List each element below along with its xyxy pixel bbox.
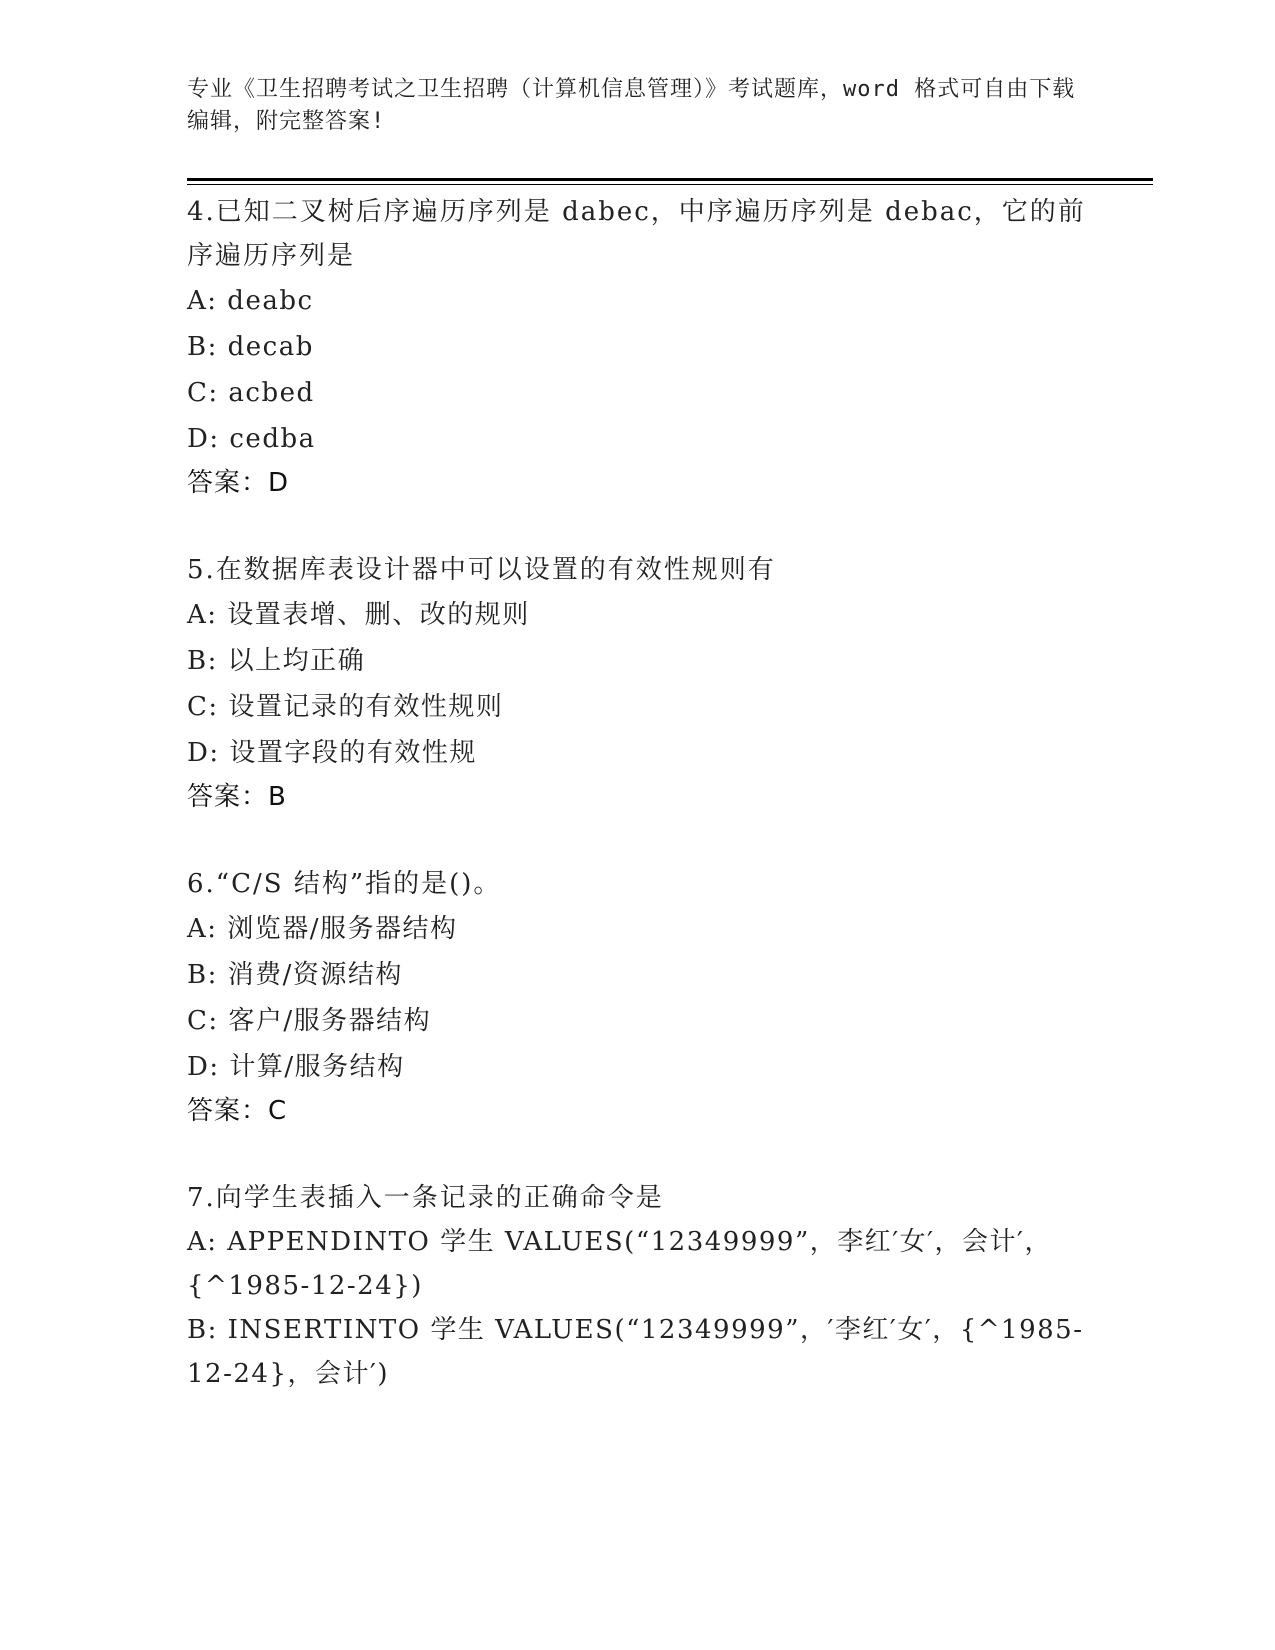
question-7 — [187, 1176, 1087, 1396]
question-stem: 6.“C/S 结构”指的是()。 — [187, 869, 502, 899]
option-b: B: INSERTINTO 学生 VALUES(“12349999”，′李红′女′，{^1985-12-24}，会计′) — [187, 1315, 1084, 1389]
option-a: A: 设置表增、删、改的规则 — [187, 600, 530, 630]
answer: 答案：C — [187, 1096, 288, 1126]
option-c: C: 客户/服务器结构 — [187, 1006, 432, 1036]
question-6 — [187, 862, 1087, 1132]
question-5 — [187, 548, 1087, 818]
header-rule-thin — [187, 184, 1153, 185]
option-c: C: 设置记录的有效性规则 — [187, 692, 504, 722]
option-a: A: APPENDINTO 学生 VALUES(“12349999”，李红′女′，会计′，{^1985-12-24}) — [187, 1227, 1052, 1301]
option-d: D: 设置字段的有效性规 — [187, 738, 477, 768]
header-rule-thick — [187, 178, 1153, 181]
option-d: D: cedba — [187, 424, 316, 454]
document-header: 专业《卫生招聘考试之卫生招聘（计算机信息管理）》考试题库，word 格式可自由下载编辑，附完整答案! — [187, 77, 1076, 134]
question-stem: 5.在数据库表设计器中可以设置的有效性规则有 — [187, 555, 776, 585]
question-stem: 7.向学生表插入一条记录的正确命令是 — [187, 1183, 664, 1213]
option-d: D: 计算/服务结构 — [187, 1052, 405, 1082]
option-a: A: 浏览器/服务器结构 — [187, 914, 458, 944]
question-list — [187, 190, 1087, 1440]
question-4 — [187, 190, 1087, 504]
option-b: B: 以上均正确 — [187, 646, 366, 676]
option-a: A: deabc — [187, 286, 314, 316]
option-b: B: 消费/资源结构 — [187, 960, 403, 990]
answer: 答案：D — [187, 468, 290, 498]
answer: 答案：B — [187, 782, 287, 812]
option-c: C: acbed — [187, 378, 315, 408]
question-stem: 4.已知二叉树后序遍历序列是 dabec，中序遍历序列是 debac，它的前序遍历序列是 — [187, 197, 1086, 271]
option-b: B: decab — [187, 332, 314, 362]
